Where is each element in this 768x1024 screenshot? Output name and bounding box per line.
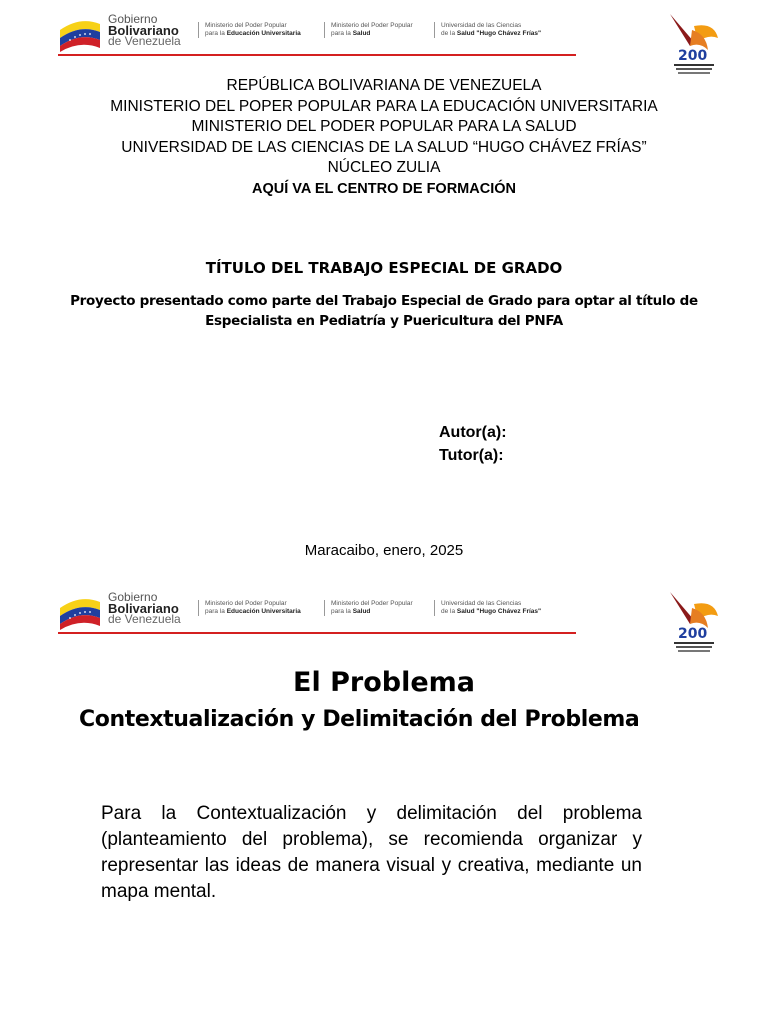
ministry-education-label: Ministerio del Poder Popular para la Educación Universitaria [198,22,301,38]
header-line-ministry-education: MINISTERIO DEL POPER POPULAR PARA LA EDUCACIÓN UNIVERSITARIA [110,97,658,115]
gobierno-logo-text: Gobierno Bolivariano de Venezuela [108,12,181,48]
header-line-university: UNIVERSIDAD DE LAS CIENCIAS DE LA SALUD “HUGO CHÁVEZ FRÍAS” [121,138,647,156]
header-line-nucleo: NÚCLEO ZULIA [327,159,441,176]
venezuela-flag-icon [58,596,102,630]
ministry-health-label: Ministerio del Poder Popular para la Salud [324,600,413,616]
university-label: Universidad de las Ciencias de la Salud "Hugo Chávez Frías" [434,22,541,38]
header-line-ministry-health: MINISTERIO DEL PODER POPULAR PARA LA SALUD [191,118,577,135]
bicentennial-emblem-icon [664,590,724,654]
section-paragraph: Para la Contextualización y delimitación del problema (planteamiento del problema), se recomienda organizar y representar las ideas de manera visual y creativa, mediante un mapa mental. [101,803,642,902]
header-banner-top [0,14,768,74]
institution-header [0,76,768,199]
svg-text:200: 200 [678,626,708,642]
banner-divider [58,632,576,634]
university-label: Universidad de las Ciencias de la Salud "Hugo Chávez Frías" [434,600,541,616]
ministry-health-label: Ministerio del Poder Popular para la Salud [324,22,413,38]
header-line-republic: REPÚBLICA BOLIVARIANA DE VENEZUELA [226,77,542,94]
ministry-education-label: Ministerio del Poder Popular para la Educación Universitaria [198,600,301,616]
header-banner-bottom [0,592,768,652]
tutor-label: Tutor(a): [439,447,504,464]
section-heading: El Problema [293,667,475,698]
author-label: Autor(a): [439,424,507,441]
banner-divider [58,54,576,56]
project-description: Proyecto presentado como parte del Trabajo Especial de Grado para optar al título de Especialista en Pediatría y Puericultura del PNFA [70,293,698,329]
place-date: Maracaibo, enero, 2025 [304,542,464,559]
svg-text:200: 200 [678,48,708,64]
author-tutor-block [439,421,507,467]
header-line-centro: AQUÍ VA EL CENTRO DE FORMACIÓN [252,180,516,197]
gobierno-logo-text: Gobierno Bolivariano de Venezuela [108,590,181,626]
thesis-title: TÍTULO DEL TRABAJO ESPECIAL DE GRADO [205,259,563,277]
venezuela-flag-icon [58,18,102,52]
section-subheading: Contextualización y Delimitación del Problema [79,707,640,732]
bicentennial-emblem-icon [664,12,724,76]
